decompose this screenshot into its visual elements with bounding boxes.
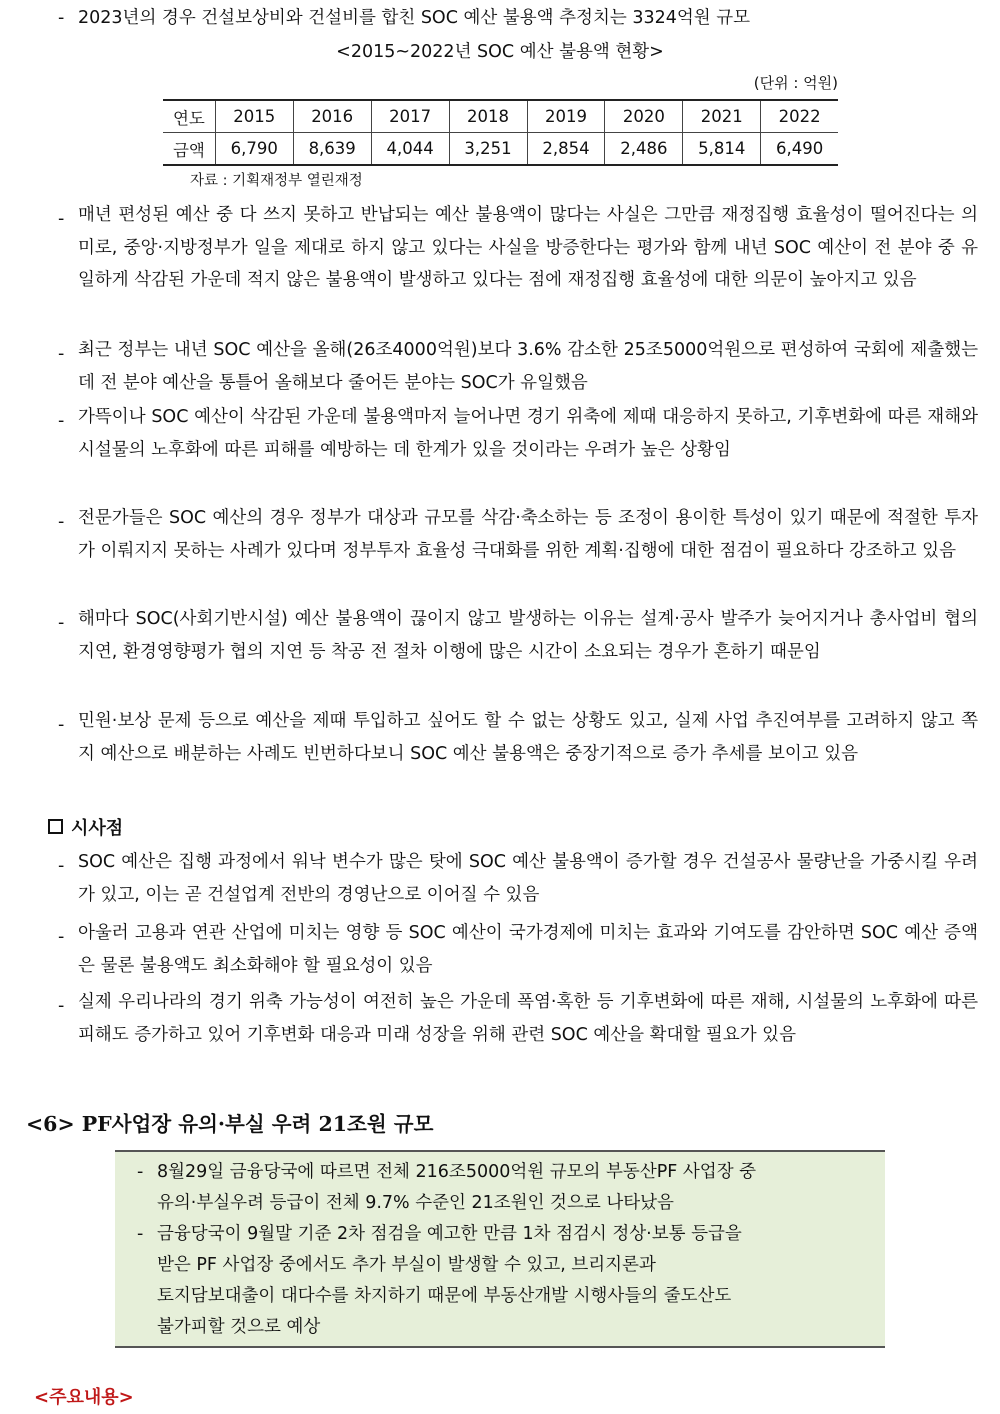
year-cell: 2018 bbox=[449, 100, 527, 133]
dash-marker: - bbox=[58, 512, 65, 532]
soc-unused-budget-table bbox=[163, 99, 838, 166]
header-label-cell: 연도 bbox=[163, 100, 215, 133]
row-label-cell: 금액 bbox=[163, 133, 215, 166]
amount-cell: 5,814 bbox=[683, 133, 761, 166]
implication-paragraph: 실제 우리나라의 경기 위축 가능성이 여전히 높은 가운데 폭염·혹한 등 기후변화에 따른 재해, 시설물의 노후화에 따른 피해도 증가하고 있어 기후변화 대응과 미래 성장을 위해 관련 SOC 예산을 확대할 필요가 있음 bbox=[78, 992, 978, 1045]
amount-cell: 6,790 bbox=[215, 133, 293, 166]
implications-heading-text: 시사점 bbox=[71, 818, 124, 839]
bullet-paragraph: 가뜩이나 SOC 예산이 삭감된 가운데 불용액마저 늘어나면 경기 위축에 제때 대응하지 못하고, 기후변화에 따른 재해와 시설물의 노후화에 따른 피해를 예방하는 데 한계가 있을 것이라는 우려가 높은 상황임 bbox=[78, 407, 978, 460]
dash-marker: - bbox=[137, 1224, 144, 1244]
bullet-paragraph: 매년 편성된 예산 중 다 쓰지 못하고 반납되는 예산 불용액이 많다는 사실은 그만큼 재정집행 효율성이 떨어진다는 의미로, 중앙·지방정부가 일을 제대로 하지 않고 있다는 사실을 방증한다는 평가와 함께 내년 SOC 예산이 전 분야 중 유일하게 삭감된 가운데 적지 않은 불용액이 발생하고 있다는 점에 재정집행 효율성에 대한 의문이 높아지고 있음 bbox=[78, 205, 978, 290]
year-cell: 2021 bbox=[683, 100, 761, 133]
year-cell: 2020 bbox=[605, 100, 683, 133]
bullet-paragraph: 전문가들은 SOC 예산의 경우 정부가 대상과 규모를 삭감·축소하는 등 조정이 용이한 특성이 있기 때문에 적절한 투자가 이뤄지지 못하는 사례가 있다며 정부투자 효율성 극대화를 위한 계획·집행에 대한 점검이 필요하다 강조하고 있음 bbox=[78, 508, 978, 561]
dash-marker: - bbox=[58, 344, 65, 364]
dash-marker: - bbox=[58, 856, 65, 876]
amount-cell: 4,044 bbox=[371, 133, 449, 166]
bullet-paragraph: 해마다 SOC(사회기반시설) 예산 불용액이 끊이지 않고 발생하는 이유는 설계·공사 발주가 늦어지거나 총사업비 협의 지연, 환경영향평가 협의 지연 등 착공 전 절차 이행에 많은 시간이 소요되는 경우가 흔하기 때문임 bbox=[78, 609, 978, 662]
table-amount-row bbox=[163, 133, 838, 166]
checkbox-square-icon bbox=[48, 819, 63, 834]
summary-box bbox=[115, 1150, 885, 1348]
dash-marker: - bbox=[58, 927, 65, 947]
year-cell: 2016 bbox=[293, 100, 371, 133]
implication-paragraph: 아울러 고용과 연관 산업에 미치는 영향 등 SOC 예산이 국가경제에 미치는 효과와 기여도를 감안하면 SOC 예산 증액은 물론 불용액도 최소화해야 할 필요성이 있음 bbox=[78, 923, 978, 976]
year-cell: 2019 bbox=[527, 100, 605, 133]
dash-marker: - bbox=[58, 8, 65, 28]
dash-marker: - bbox=[58, 411, 65, 431]
summary-line: 유의·부실우려 등급이 전체 9.7% 수준인 21조원인 것으로 나타났음 bbox=[157, 1193, 674, 1213]
summary-line: 불가피할 것으로 예상 bbox=[157, 1317, 321, 1337]
summary-line: 금융당국이 9월말 기준 2차 점검을 예고한 만큼 1차 점검시 정상·보통 등급을 bbox=[157, 1224, 742, 1244]
amount-cell: 2,486 bbox=[605, 133, 683, 166]
main-content-label: <주요내용> bbox=[34, 1387, 134, 1408]
dash-marker: - bbox=[58, 613, 65, 633]
intro-line: 2023년의 경우 건설보상비와 건설비를 합친 SOC 예산 불용액 추정치는 3324억원 규모 bbox=[78, 8, 751, 28]
summary-line: 받은 PF 사업장 중에서도 추가 부실이 발생할 수 있고, 브리지론과 bbox=[157, 1255, 656, 1275]
table-header-row bbox=[163, 100, 838, 133]
year-cell: 2017 bbox=[371, 100, 449, 133]
dash-marker: - bbox=[137, 1162, 144, 1182]
year-cell: 2022 bbox=[761, 100, 838, 133]
amount-cell: 3,251 bbox=[449, 133, 527, 166]
section-6-heading: <6> PF사업장 유의·부실 우려 21조원 규모 bbox=[26, 1112, 434, 1136]
amount-cell: 8,639 bbox=[293, 133, 371, 166]
implication-paragraph: SOC 예산은 집행 과정에서 워낙 변수가 많은 탓에 SOC 예산 불용액이 증가할 경우 건설공사 물량난을 가중시킬 우려가 있고, 이는 곧 건설업계 전반의 경영난으로 이어질 수 있음 bbox=[78, 852, 978, 905]
dash-marker: - bbox=[58, 715, 65, 735]
dash-marker: - bbox=[58, 209, 65, 229]
table-source: 자료 : 기획재정부 열린재정 bbox=[190, 173, 363, 189]
dash-marker: - bbox=[58, 996, 65, 1016]
year-cell: 2015 bbox=[215, 100, 293, 133]
bullet-paragraph: 민원·보상 문제 등으로 예산을 제때 투입하고 싶어도 할 수 없는 상황도 있고, 실제 사업 추진여부를 고려하지 않고 쪽지 예산으로 배분하는 사례도 빈번하다보니 SOC 예산 불용액은 중장기적으로 증가 추세를 보이고 있음 bbox=[78, 711, 978, 764]
amount-cell: 2,854 bbox=[527, 133, 605, 166]
table-unit: (단위 : 억원) bbox=[753, 74, 838, 92]
implications-heading bbox=[48, 816, 123, 842]
summary-line: 토지담보대출이 대다수를 차지하기 때문에 부동산개발 시행사들의 줄도산도 bbox=[157, 1286, 732, 1306]
amount-cell: 6,490 bbox=[761, 133, 838, 166]
bullet-paragraph: 최근 정부는 내년 SOC 예산을 올해(26조4000억원)보다 3.6% 감소한 25조5000억원으로 편성하여 국회에 제출했는데 전 분야 예산을 통틀어 올해보다 줄어든 분야는 SOC가 유일했음 bbox=[78, 340, 978, 393]
summary-line: 8월29일 금융당국에 따르면 전체 216조5000억원 규모의 부동산PF 사업장 중 bbox=[157, 1162, 757, 1182]
table-title: <2015~2022년 SOC 예산 불용액 현황> bbox=[336, 42, 664, 62]
